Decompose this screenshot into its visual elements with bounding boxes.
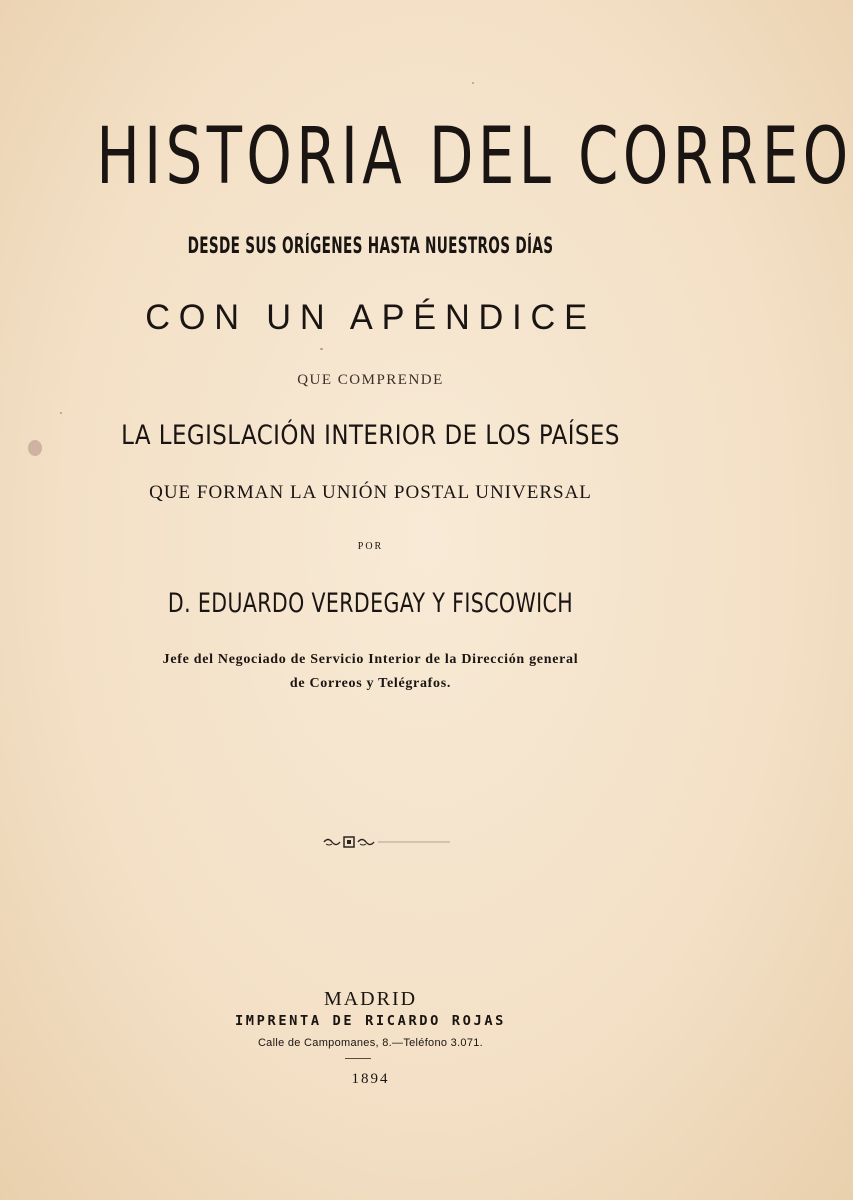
book-title: HISTORIA DEL CORREO bbox=[96, 112, 853, 202]
subject-line: LA LEGISLACIÓN INTERIOR DE LOS PAÍSES bbox=[121, 420, 620, 451]
intro-text: QUE COMPRENDE bbox=[297, 372, 444, 388]
paper-speck bbox=[60, 412, 62, 414]
imprint-address: Calle de Campomanes, 8.—Teléfono 3.071. bbox=[257, 1037, 484, 1049]
imprint-printer: IMPRENTA DE RICARDO ROJAS bbox=[234, 1014, 507, 1029]
author-role-line2: de Correos y Telégrafos. bbox=[289, 676, 452, 691]
appendix-heading: CON UN APÉNDICE bbox=[145, 298, 596, 337]
paper-speck bbox=[472, 82, 474, 84]
imprint-rule bbox=[345, 1058, 371, 1059]
by-line: POR bbox=[357, 541, 384, 552]
author-name: D. EDUARDO VERDEGAY Y FISCOWICH bbox=[167, 588, 574, 619]
book-subtitle: DESDE SUS ORÍGENES HASTA NUESTROS DÍAS bbox=[187, 234, 554, 259]
paper-speck bbox=[320, 348, 323, 350]
imprint-year: 1894 bbox=[351, 1071, 390, 1087]
subject-continued-line: QUE FORMAN LA UNIÓN POSTAL UNIVERSAL bbox=[149, 482, 592, 503]
ornament-divider bbox=[322, 835, 452, 849]
imprint-city: MADRID bbox=[323, 988, 418, 1010]
paper-stain bbox=[28, 440, 42, 456]
author-role-line1: Jefe del Negociado de Servicio Interior de la Dirección general bbox=[162, 652, 579, 667]
